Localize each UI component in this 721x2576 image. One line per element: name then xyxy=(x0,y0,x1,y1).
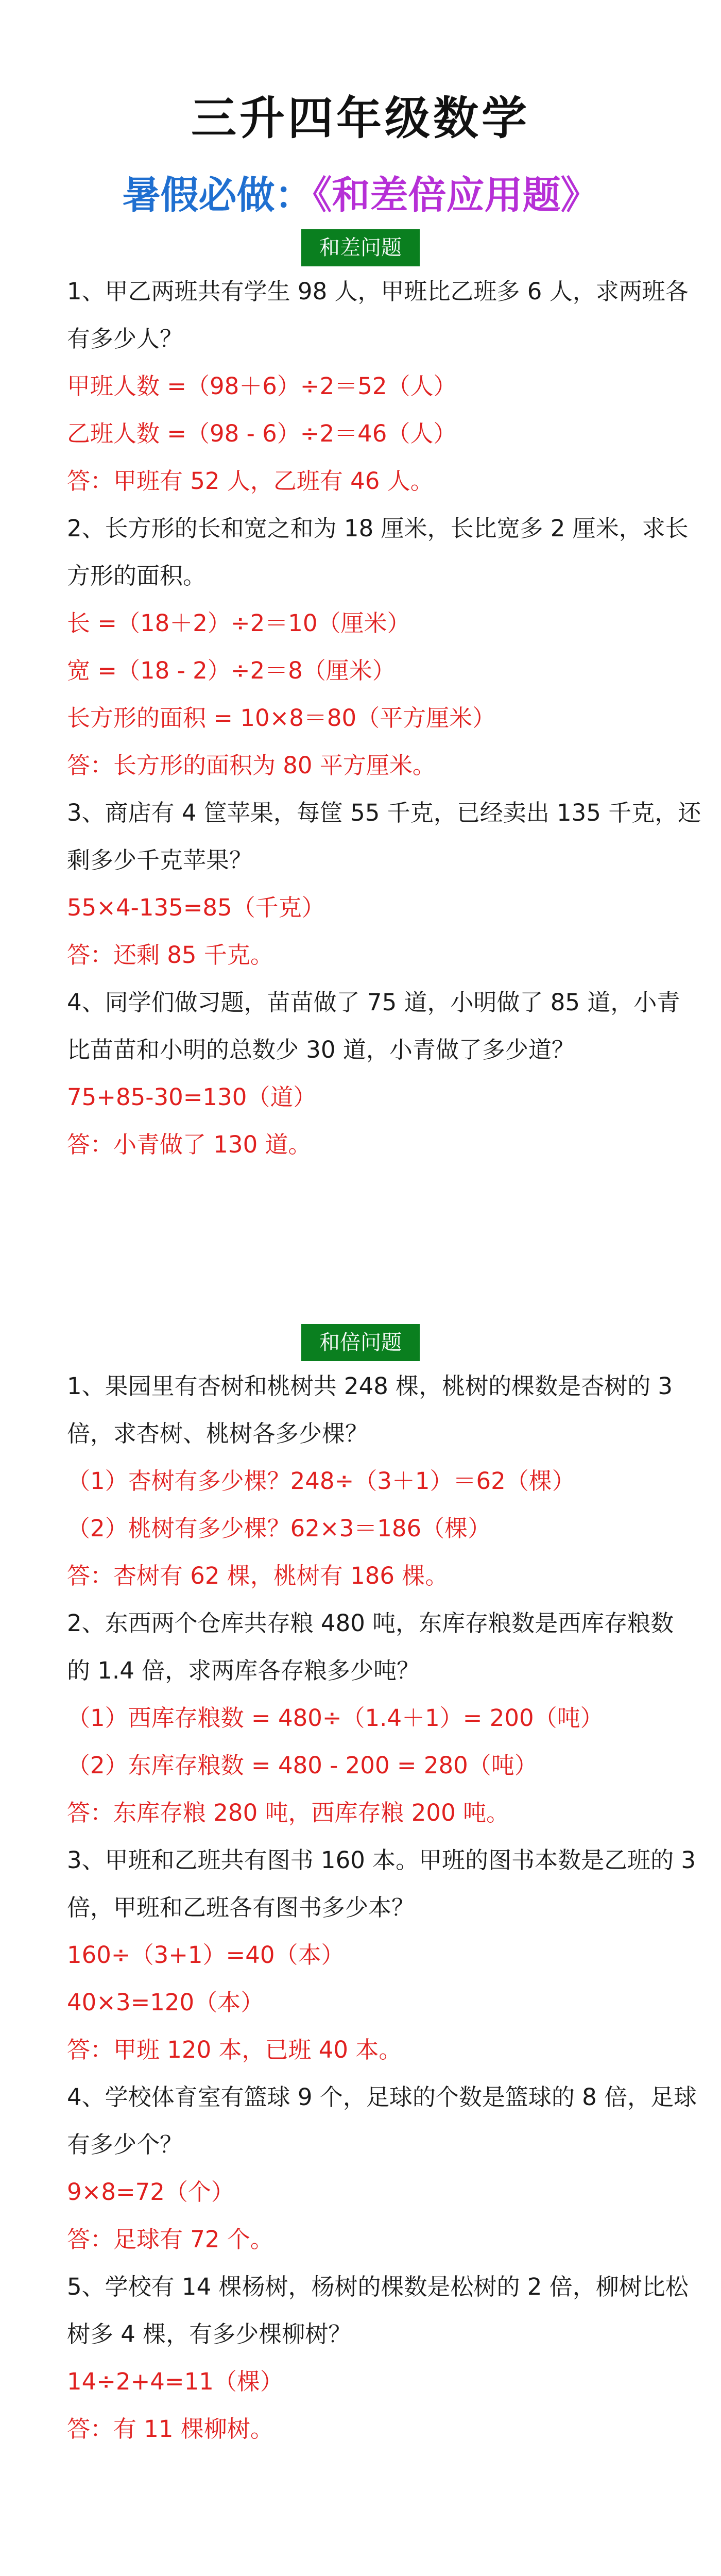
answer-line: （1）西库存粮数 = 480÷（1.4＋1）= 200（吨） xyxy=(67,1704,604,1732)
answer-line: 答：长方形的面积为 80 平方厘米。 xyxy=(67,752,436,779)
subtitle-lead: 暑假必做： xyxy=(122,173,313,217)
question-line: 有多少人？ xyxy=(67,325,183,352)
section-badge-sum-multiple: 和倍问题 xyxy=(301,1324,420,1361)
answer-line: 55×4-135=85（千克） xyxy=(67,894,325,921)
answer-line: 答：还剩 85 千克。 xyxy=(67,941,273,969)
answer-line: 答：甲班 120 本，已班 40 本。 xyxy=(67,2036,402,2063)
question-line: 4、同学们做习题，苗苗做了 75 道，小明做了 85 道，小青 xyxy=(67,989,680,1016)
answer-line: （2）桃树有多少棵？62×3＝186（棵） xyxy=(67,1515,491,1542)
section-sum-multiple xyxy=(67,1363,697,2453)
question-line: 3、甲班和乙班共有图书 160 本。甲班的图书本数是乙班的 3 xyxy=(67,1846,696,1874)
answer-line: 答：杏树有 62 棵，桃树有 186 棵。 xyxy=(67,1562,449,1589)
question-line: 倍，求杏树、桃树各多少棵？ xyxy=(67,1420,369,1447)
answer-line: 长 =（18＋2）÷2＝10（厘米） xyxy=(67,609,410,637)
answer-line: 答：有 11 棵柳树。 xyxy=(67,2415,273,2443)
answer-line: （1）杏树有多少棵？248÷（3＋1）＝62（棵） xyxy=(67,1467,575,1495)
subtitle-topic: 《和差倍应用题》 xyxy=(313,173,599,217)
answer-line: 答：东库存粮 280 吨，西库存粮 200 吨。 xyxy=(67,1799,510,1826)
question-line: 3、商店有 4 筐苹果，每筐 55 千克，已经卖出 135 千克，还 xyxy=(67,799,701,826)
answer-line: 宽 =（18 - 2）÷2＝8（厘米） xyxy=(67,657,396,684)
question-line: 有多少个？ xyxy=(67,2131,183,2158)
answer-line: 160÷（3+1）=40（本） xyxy=(67,1941,345,1969)
section-badge-sum-difference: 和差问题 xyxy=(301,229,420,266)
answer-line: 答：小青做了 130 道。 xyxy=(67,1131,312,1158)
answer-line: 9×8=72（个） xyxy=(67,2178,234,2206)
answer-line: 14÷2+4=11（棵） xyxy=(67,2368,283,2395)
question-line: 树多 4 棵，有多少棵柳树？ xyxy=(67,2320,352,2348)
question-line: 2、长方形的长和宽之和为 18 厘米，长比宽多 2 厘米，求长 xyxy=(67,515,689,542)
question-line: 剩多少千克苹果？ xyxy=(67,846,253,874)
answer-line: 75+85-30=130（道） xyxy=(67,1083,317,1111)
answer-line: 甲班人数 =（98＋6）÷2＝52（人） xyxy=(67,372,457,400)
question-line: 倍，甲班和乙班各有图书多少本？ xyxy=(67,1894,415,1921)
question-line: 的 1.4 倍，求两库各存粮多少吨？ xyxy=(67,1657,420,1684)
page-title: 三升四年级数学 xyxy=(191,92,530,145)
answer-line: 40×3=120（本） xyxy=(67,1989,264,2016)
section-sum-difference xyxy=(67,268,701,1168)
question-line: 2、东西两个仓库共存粮 480 吨，东库存粮数是西库存粮数 xyxy=(67,1609,674,1637)
question-line: 方形的面积。 xyxy=(67,562,207,589)
question-line: 1、甲乙两班共有学生 98 人，甲班比乙班多 6 人，求两班各 xyxy=(67,278,689,305)
answer-line: 长方形的面积 = 10×8＝80（平方厘米） xyxy=(67,704,496,732)
question-line: 5、学校有 14 棵杨树，杨树的棵数是松树的 2 倍，柳树比松 xyxy=(67,2273,689,2300)
question-line: 4、学校体育室有篮球 9 个，足球的个数是篮球的 8 倍，足球 xyxy=(67,2083,697,2111)
page-subtitle xyxy=(0,165,721,219)
question-line: 1、果园里有杏树和桃树共 248 棵，桃树的棵数是杏树的 3 xyxy=(67,1372,673,1400)
answer-line: 答：甲班有 52 人，乙班有 46 人。 xyxy=(67,467,434,495)
answer-line: 乙班人数 =（98 - 6）÷2＝46（人） xyxy=(67,420,457,447)
answer-line: 答：足球有 72 个。 xyxy=(67,2226,273,2253)
answer-line: （2）东库存粮数 = 480 - 200 = 280（吨） xyxy=(67,1752,538,1779)
question-line: 比苗苗和小明的总数少 30 道，小青做了多少道？ xyxy=(67,1036,575,1063)
